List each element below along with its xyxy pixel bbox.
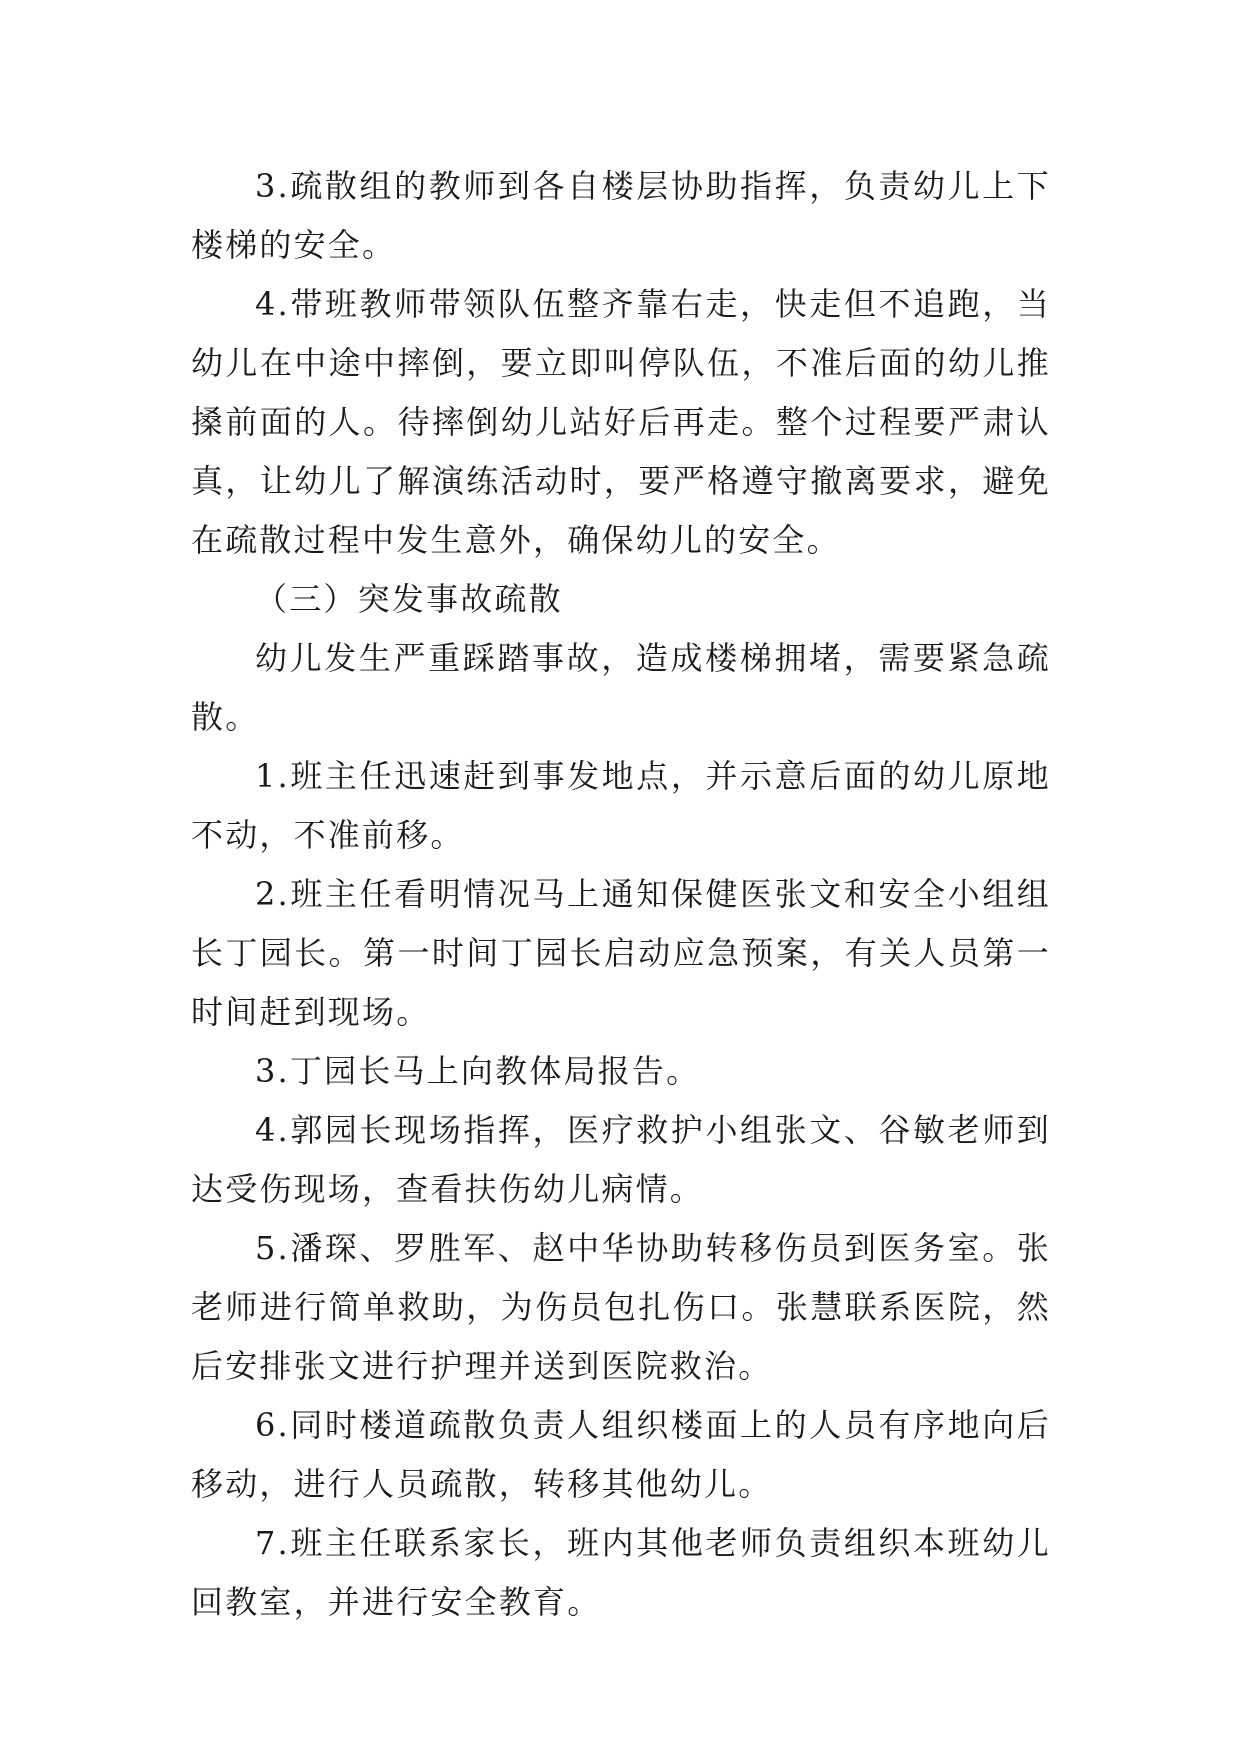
document-body <box>191 157 1051 1632</box>
intro-paragraph: 幼儿发生严重踩踏事故，造成楼梯拥堵，需要紧急疏散。 <box>191 639 1051 736</box>
paragraph-step-5: 5.潘琛、罗胜军、赵中华协助转移伤员到医务室。张老师进行简单救助，为伤员包扎伤口。张慧联系医院，然后安排张文进行护理并送到医院救治。 <box>191 1229 1051 1385</box>
paragraph-step-4: 4.郭园长现场指挥，医疗救护小组张文、谷敏老师到达受伤现场，查看扶伤幼儿病情。 <box>191 1111 1051 1208</box>
paragraph-step-6: 6.同时楼道疏散负责人组织楼面上的人员有序地向后移动，进行人员疏散，转移其他幼儿。 <box>191 1406 1051 1503</box>
paragraph-step-2: 2.班主任看明情况马上通知保健医张文和安全小组组长丁园长。第一时间丁园长启动应急预案，有关人员第一时间赶到现场。 <box>191 875 1051 1031</box>
paragraph-step-3: 3.丁园长马上向教体局报告。 <box>255 1052 701 1090</box>
paragraph-item-3: 3.疏散组的教师到各自楼层协助指挥，负责幼儿上下楼梯的安全。 <box>191 167 1051 264</box>
paragraph-step-1: 1.班主任迅速赶到事发地点，并示意后面的幼儿原地不动，不准前移。 <box>191 757 1051 854</box>
paragraph-item-4: 4.带班教师带领队伍整齐靠右走，快走但不追跑，当幼儿在中途中摔倒，要立即叫停队伍，不准后面的幼儿推搡前面的人。待摔倒幼儿站好后再走。整个过程要严肃认真，让幼儿了解演练活动时，要严格遵守撤离要求，避免在疏散过程中发生意外，确保幼儿的安全。 <box>191 285 1051 559</box>
paragraph-step-7: 7.班主任联系家长，班内其他老师负责组织本班幼儿回教室，并进行安全教育。 <box>191 1524 1051 1621</box>
section-heading: （三）突发事故疏散 <box>255 580 563 618</box>
